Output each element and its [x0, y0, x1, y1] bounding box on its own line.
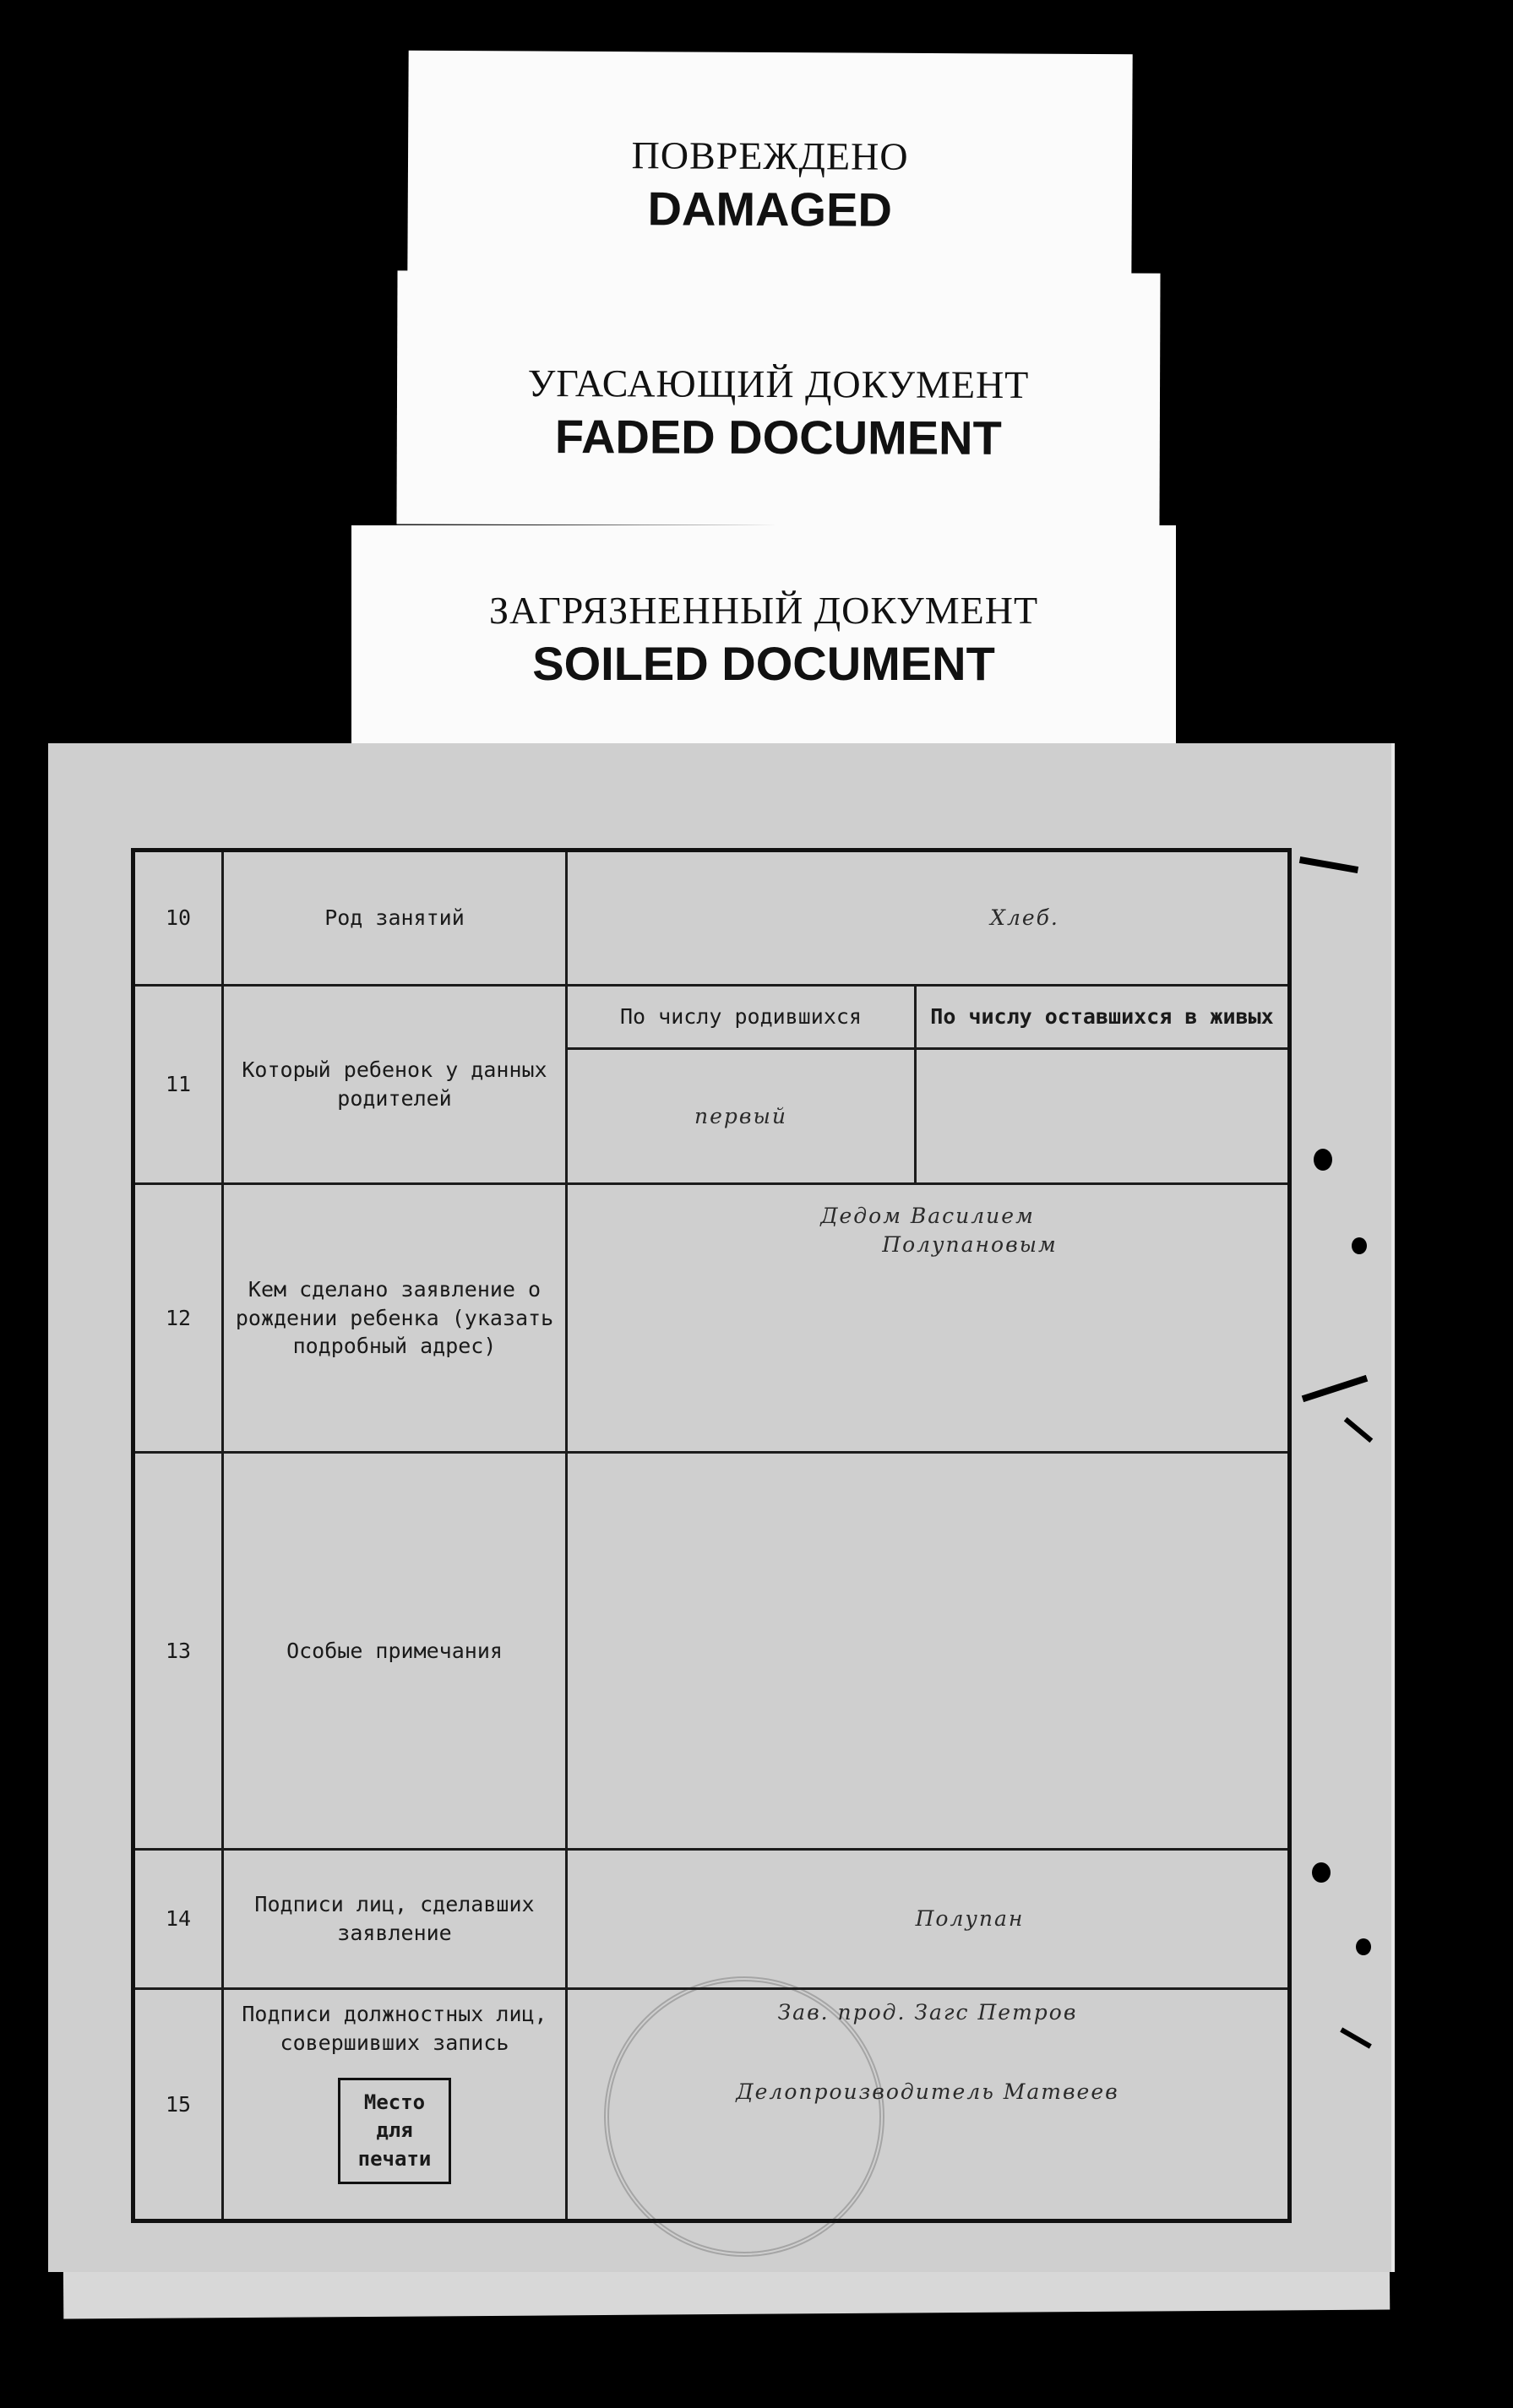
row-number: 11	[133, 986, 223, 1184]
row-label: Который ребенок у данных родителей	[223, 986, 567, 1184]
form-row-13	[133, 1453, 1290, 1850]
binding-hole	[1356, 1938, 1371, 1955]
row-label: Кем сделано заявление о рождении ребенка (указать подробный адрес)	[223, 1184, 567, 1453]
label-faded-en: FADED DOCUMENT	[554, 410, 1002, 465]
row-number: 15	[133, 1989, 223, 2221]
row-number: 10	[133, 851, 223, 986]
binding-hole	[1352, 1237, 1367, 1254]
child-order-value: первый	[567, 1049, 916, 1184]
form-row-12	[133, 1184, 1290, 1453]
declarant-signature: Полупан	[567, 1850, 1290, 1989]
declarant-line-2: Полупановым	[882, 1231, 1058, 1257]
occupation-value: Хлеб.	[567, 851, 1290, 986]
official-line-2: Делопроизводитель Матвеев	[736, 2079, 1119, 2104]
form-row-10	[133, 851, 1290, 986]
row-label: Род занятий	[223, 851, 567, 986]
row-number: 12	[133, 1184, 223, 1453]
label-soiled-ru: ЗАГРЯЗНЕННЫЙ ДОКУМЕНТ	[488, 589, 1039, 632]
stamp-place-box: Место для печати	[338, 2078, 451, 2185]
row-label: Особые примечания	[223, 1453, 567, 1850]
label-card-damaged	[407, 51, 1132, 282]
label-card-soiled	[351, 525, 1176, 753]
row-label	[223, 1989, 567, 2221]
form-row-14	[133, 1850, 1290, 1989]
declarant-value	[567, 1184, 1290, 1453]
row-number: 13	[133, 1453, 223, 1850]
form-row-11-header	[133, 986, 1290, 1049]
child-living-value	[916, 1049, 1290, 1184]
row-label: Подписи лиц, сделавших заявление	[223, 1850, 567, 1989]
col-header-living: По числу оставшихся в живых	[916, 986, 1290, 1049]
officials-label: Подписи должностных лиц, совершивших запись	[242, 2002, 547, 2055]
binding-hole	[1314, 1149, 1332, 1171]
row-number: 14	[133, 1850, 223, 1989]
faded-seal-stamp	[604, 1976, 884, 2257]
official-line-1: Зав. прод. Загс Петров	[777, 2000, 1078, 2025]
label-card-faded	[396, 270, 1160, 526]
label-faded-ru: УГАСАЮЩИЙ ДОКУМЕНТ	[527, 361, 1030, 407]
col-header-born: По числу родившихся	[567, 986, 916, 1049]
label-damaged-en: DAMAGED	[647, 182, 893, 236]
form-sheet	[48, 743, 1395, 2272]
remarks-value	[567, 1453, 1290, 1850]
declarant-line-1: Дедом Василием	[820, 1204, 1035, 1228]
label-soiled-en: SOILED DOCUMENT	[532, 637, 995, 690]
binding-hole	[1312, 1862, 1331, 1883]
label-damaged-ru: ПОВРЕЖДЕНО	[631, 133, 909, 178]
